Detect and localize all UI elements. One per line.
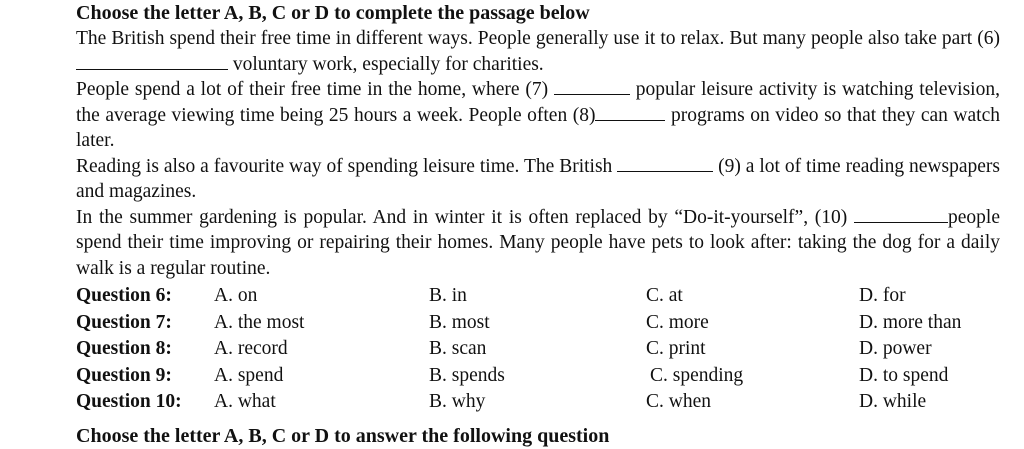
paragraph-2-text-b: popular leisure activity is watching television, the average viewing time being 25 hours a week. People often (8) (76, 79, 1000, 126)
paragraph-3-text-a: Reading is also a favourite way of spending leisure time. The British (76, 155, 618, 177)
question-row-10 (76, 389, 1000, 416)
document (76, 0, 1000, 447)
question-row-8 (76, 336, 1000, 363)
option-a[interactable]: A. record (214, 338, 288, 359)
paragraph-1 (76, 26, 1000, 77)
option-c[interactable]: C. at (646, 285, 683, 306)
paragraph-3 (76, 154, 1000, 205)
option-b[interactable]: B. why (429, 391, 486, 412)
paragraph-2 (76, 77, 1000, 154)
blank-10 (854, 205, 948, 223)
blank-6 (76, 52, 228, 70)
option-b[interactable]: B. spends (429, 364, 505, 386)
questions-list (76, 283, 1000, 416)
question-row-7 (76, 310, 1000, 337)
paragraph-4-text-a: In the summer gardening is popular. And in winter it is often replaced by “Do-it-yourself”, (10) (76, 206, 855, 228)
option-d[interactable]: D. while (859, 391, 927, 412)
paragraph-2-text-c: programs on video so that they can watch later. (76, 104, 1000, 151)
paragraph-1-text-a: The British spend their free time in different ways. People generally use it to relax. But many people also take part (6) (76, 28, 1000, 49)
question-row-6 (76, 283, 1000, 310)
question-label: Question 8: (76, 338, 172, 359)
blank-8 (595, 103, 665, 121)
option-c[interactable]: C. more (646, 311, 709, 333)
question-label: Question 7: (76, 311, 172, 333)
option-c[interactable]: C. when (646, 391, 711, 412)
question-row-9 (76, 363, 1000, 390)
option-a[interactable]: A. spend (214, 364, 284, 386)
blank-7 (554, 77, 630, 95)
question-label: Question 6: (76, 285, 172, 306)
option-b[interactable]: B. in (429, 285, 467, 306)
next-section-heading-cut-off: Choose the letter A, B, C or D to answer the following question (76, 425, 610, 447)
option-c[interactable]: C. spending (650, 364, 744, 386)
option-c[interactable]: C. print (646, 338, 706, 359)
option-a[interactable]: A. on (214, 285, 258, 306)
option-d[interactable]: D. for (859, 285, 906, 306)
option-a[interactable]: A. what (214, 391, 276, 412)
option-b[interactable]: B. scan (429, 338, 487, 359)
paragraph-1-text-b: voluntary work, especially for charities. (228, 53, 544, 75)
question-label: Question 10: (76, 391, 182, 412)
paragraph-4 (76, 205, 1000, 282)
option-d[interactable]: D. to spend (859, 364, 949, 386)
question-label: Question 9: (76, 364, 172, 386)
option-d[interactable]: D. power (859, 338, 932, 359)
option-d[interactable]: D. more than (859, 311, 962, 333)
option-b[interactable]: B. most (429, 311, 490, 333)
paragraph-3-text-b: (9) a lot of time reading newspapers and magazines. (76, 155, 1000, 202)
paragraph-2-text-a: People spend a lot of their free time in the home, where (7) (76, 79, 554, 100)
paragraph-4-text-b: people spend their time improving or repairing their homes. Many people have pets to look after: taking the dog for a daily walk is a regular routine. (76, 206, 1000, 279)
blank-9 (617, 154, 713, 172)
option-a[interactable]: A. the most (214, 311, 305, 333)
page-heading: Choose the letter A, B, C or D to complete the passage below (76, 2, 590, 24)
